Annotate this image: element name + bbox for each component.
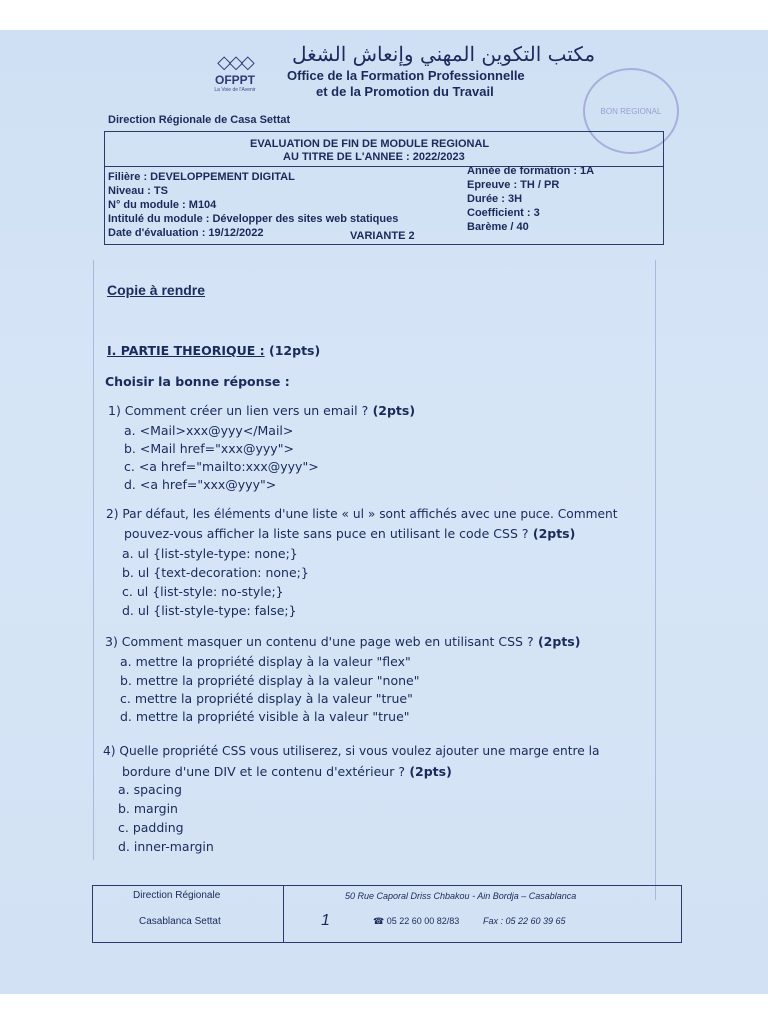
logo-subtitle: La Voie de l'Avenir	[214, 87, 256, 93]
page-margin-line	[93, 260, 94, 860]
logo-mark-icon: ◇◇◇	[217, 52, 253, 72]
logo-text: OFPPT	[214, 73, 255, 87]
coefficient: Coefficient : 3	[467, 207, 540, 219]
question-1-option-c: c. <a href="mailto:xxx@yyy">	[124, 459, 319, 474]
copie-a-rendre: Copie à rendre	[107, 282, 206, 298]
arabic-title: مكتب التكوين المهني وإنعاش الشغل	[292, 42, 596, 66]
footer-direction: Direction Régionale	[133, 890, 221, 901]
question-4-option-a: a. spacing	[118, 782, 182, 797]
question-1-text: 1) Comment créer un lien vers un email ?	[108, 403, 369, 418]
question-2-line-1: 2) Par défaut, les éléments d'une liste « ul » sont affichés avec une puce. Comment	[106, 507, 618, 521]
question-2-text: pouvez-vous afficher la liste sans puce en utilisant le code CSS ?	[124, 526, 529, 541]
question-3-option-d: d. mettre la propriété visible à la valeur "true"	[120, 709, 410, 724]
question-4-option-c: c. padding	[118, 820, 184, 835]
question-3-points: (2pts)	[533, 634, 581, 649]
exam-title-2: AU TITRE DE L'ANNEE : 2022/2023	[283, 151, 465, 163]
question-2	[124, 526, 575, 541]
question-1-points: (2pts)	[368, 403, 416, 418]
question-3-option-b: b. mettre la propriété display à la valeur "none"	[120, 673, 420, 688]
question-2-option-d: d. ul {list-style-type: false;}	[122, 603, 297, 618]
filiere: Filière : DEVELOPPEMENT DIGITAL	[108, 171, 295, 183]
office-line-2: et de la Promotion du Travail	[316, 84, 494, 99]
question-4-option-b: b. margin	[118, 801, 178, 816]
exam-info-box	[104, 131, 664, 245]
page-number: 1	[321, 912, 330, 929]
variante: VARIANTE 2	[350, 230, 415, 242]
question-2-option-b: b. ul {text-decoration: none;}	[122, 565, 309, 580]
bareme: Barème / 40	[467, 221, 529, 233]
direction-regionale: Direction Régionale de Casa Settat	[108, 114, 291, 126]
question-3-option-a: a. mettre la propriété display à la valeur "flex"	[120, 654, 411, 669]
question-3	[105, 634, 580, 649]
question-4-text: bordure d'une DIV et le contenu d'extérieur ?	[122, 764, 405, 779]
footer-address: 50 Rue Caporal Driss Chbakou - Ain Bordja – Casablanca	[345, 891, 577, 901]
question-2-option-a: a. ul {list-style-type: none;}	[122, 546, 298, 561]
exam-title-1: EVALUATION DE FIN DE MODULE REGIONAL	[250, 138, 490, 150]
question-4-line-1: 4) Quelle propriété CSS vous utiliserez, si vous voulez ajouter une marge entre la	[103, 744, 600, 758]
question-2-option-c: c. ul {list-style: no-style;}	[122, 584, 284, 599]
niveau: Niveau : TS	[108, 185, 168, 197]
annee-formation: Année de formation : 1A	[467, 165, 595, 177]
partie-label: I. PARTIE THEORIQUE :	[107, 343, 265, 358]
question-3-option-c: c. mettre la propriété display à la valeur "true"	[120, 691, 413, 706]
epreuve: Epreuve : TH / PR	[467, 179, 560, 191]
question-1-option-a: a. <Mail>xxx@yyy</Mail>	[124, 423, 294, 438]
partie-points: (12pts)	[264, 343, 321, 358]
question-2-points: (2pts)	[528, 526, 576, 541]
page-right-line	[655, 260, 656, 900]
page-footer	[92, 885, 682, 943]
instruction: Choisir la bonne réponse :	[105, 374, 290, 389]
stamp-text: BON REGIONAL	[600, 106, 662, 116]
question-1-option-d: d. <a href="xxx@yyy">	[124, 477, 277, 492]
footer-region: Casablanca Settat	[139, 916, 221, 927]
footer-fax: Fax : 05 22 60 39 65	[483, 916, 566, 926]
document-paper	[0, 30, 768, 994]
duree: Durée : 3H	[467, 193, 523, 205]
footer-divider	[283, 886, 284, 942]
ofppt-logo	[205, 52, 265, 93]
module-number: N° du module : M104	[108, 199, 217, 211]
module-title: Intitulé du module : Développer des sites web statiques	[108, 213, 399, 225]
question-4-points: (2pts)	[404, 764, 452, 779]
question-4-option-d: d. inner-margin	[118, 839, 214, 854]
scanned-page	[0, 30, 768, 994]
question-3-text: 3) Comment masquer un contenu d'une page web en utilisant CSS ?	[105, 634, 534, 649]
question-1	[108, 403, 415, 418]
office-line-1: Office de la Formation Professionnelle	[287, 68, 525, 83]
question-4	[122, 764, 452, 779]
question-1-option-b: b. <Mail href="xxx@yyy">	[124, 441, 294, 456]
partie-theorique	[107, 343, 320, 358]
footer-phone: ☎ 05 22 60 00 82/83	[373, 916, 460, 926]
evaluation-date: Date d'évaluation : 19/12/2022	[108, 227, 264, 239]
